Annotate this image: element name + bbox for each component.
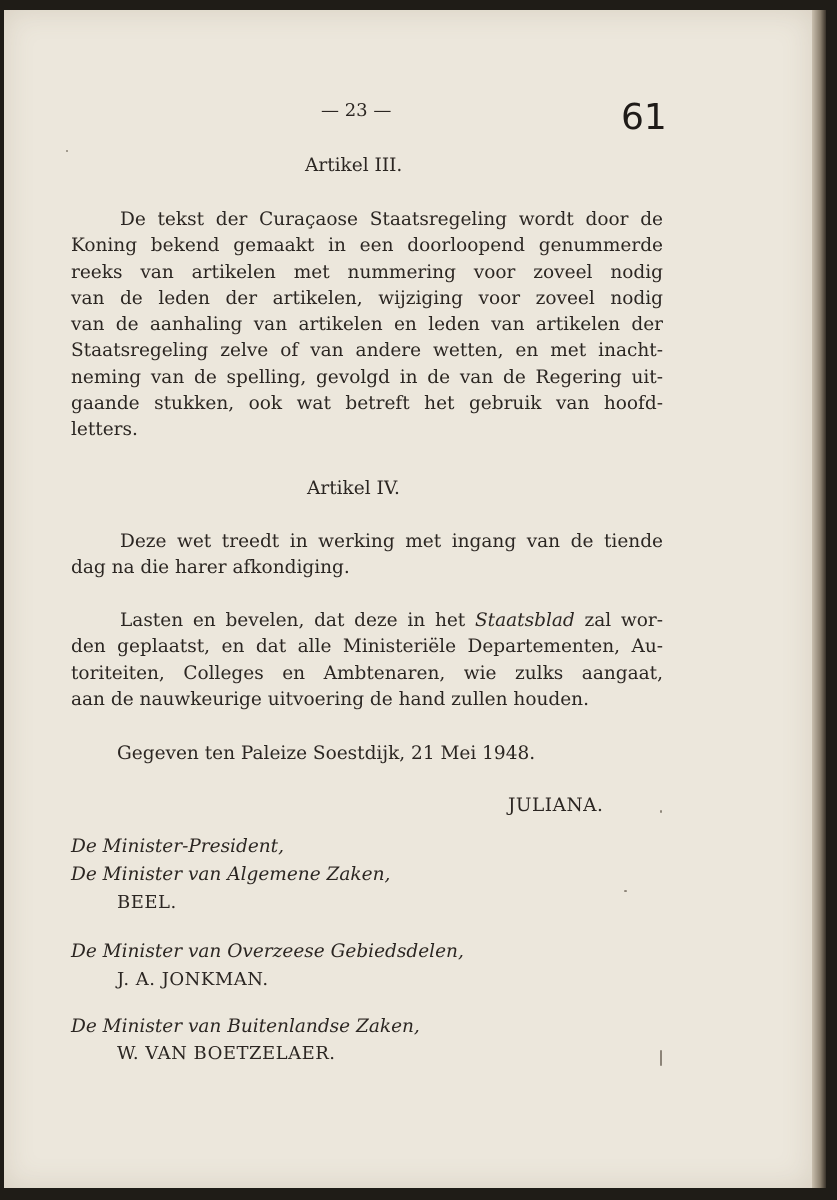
paragraph-line: letters. <box>71 419 138 441</box>
paragraph-line: reeks van artikelen met nummering voor zoveel nodig <box>71 261 663 283</box>
document-page <box>4 10 812 1188</box>
paragraph-line: gaande stukken, ook wat betreft het gebruik van hoofd- <box>71 393 663 415</box>
paragraph-line: Deze wet treedt in werking met ingang van de tiende <box>120 531 663 552</box>
signatory-name: BEEL. <box>117 892 177 913</box>
scan-speck <box>660 810 662 813</box>
line-text: zal wor- <box>574 610 663 631</box>
paragraph-line: toriteiten, Colleges en Ambtenaren, wie zulks aangaat, <box>71 662 663 684</box>
signatory-title: De Minister-President, <box>71 836 284 857</box>
signatory-name: W. VAN BOETZELAER. <box>117 1043 336 1064</box>
handwritten-folio-number: 61 <box>621 97 667 138</box>
paragraph-line: neming van de spelling, gevolgd in de van de Regering uit- <box>71 366 663 388</box>
paragraph-line: den geplaatst, en dat alle Ministeriële Departementen, Au- <box>71 636 663 658</box>
paragraph-line: aan de nauwkeurige uitvoering de hand zullen houden. <box>71 688 589 710</box>
signatory-title: De Minister van Buitenlandse Zaken, <box>71 1016 420 1037</box>
scan-speck <box>66 150 68 152</box>
signatory-title: De Minister van Algemene Zaken, <box>71 864 391 885</box>
closing-formula-paragraph <box>71 608 663 713</box>
paragraph-line: Koning bekend gemaakt in een doorloopend genummerde <box>71 235 663 257</box>
page-edge-shadow <box>812 10 826 1188</box>
staatsblad-italic: Staatsblad <box>475 610 575 631</box>
scan-speck <box>660 1050 662 1066</box>
article-4-paragraph <box>71 529 663 582</box>
page-number: — 23 — <box>321 100 392 121</box>
article-4-heading: Artikel IV. <box>307 478 400 499</box>
line-text: Lasten en bevelen, dat deze in het <box>120 610 475 631</box>
paragraph-line: Staatsregeling zelve of van andere wetten, en met inacht- <box>71 340 663 362</box>
paragraph-line: dag na die harer afkondiging. <box>71 557 350 579</box>
monarch-signature: JULIANA. <box>508 795 604 816</box>
paragraph-line: van de aanhaling van artikelen en leden van artikelen der <box>71 314 663 336</box>
signatory-title: De Minister van Overzeese Gebiedsdelen, <box>71 941 464 962</box>
signatory-name: J. A. JONKMAN. <box>117 969 269 990</box>
article-3-paragraph <box>71 207 663 444</box>
given-date-line: Gegeven ten Paleize Soestdijk, 21 Mei 1948. <box>117 743 536 764</box>
paragraph-line: van de leden der artikelen, wijziging voor zoveel nodig <box>71 287 663 309</box>
article-3-heading: Artikel III. <box>305 155 403 176</box>
paragraph-line <box>71 608 663 634</box>
paragraph-line: De tekst der Curaçaose Staatsregeling wordt door de <box>120 209 663 230</box>
scan-speck <box>624 890 627 892</box>
